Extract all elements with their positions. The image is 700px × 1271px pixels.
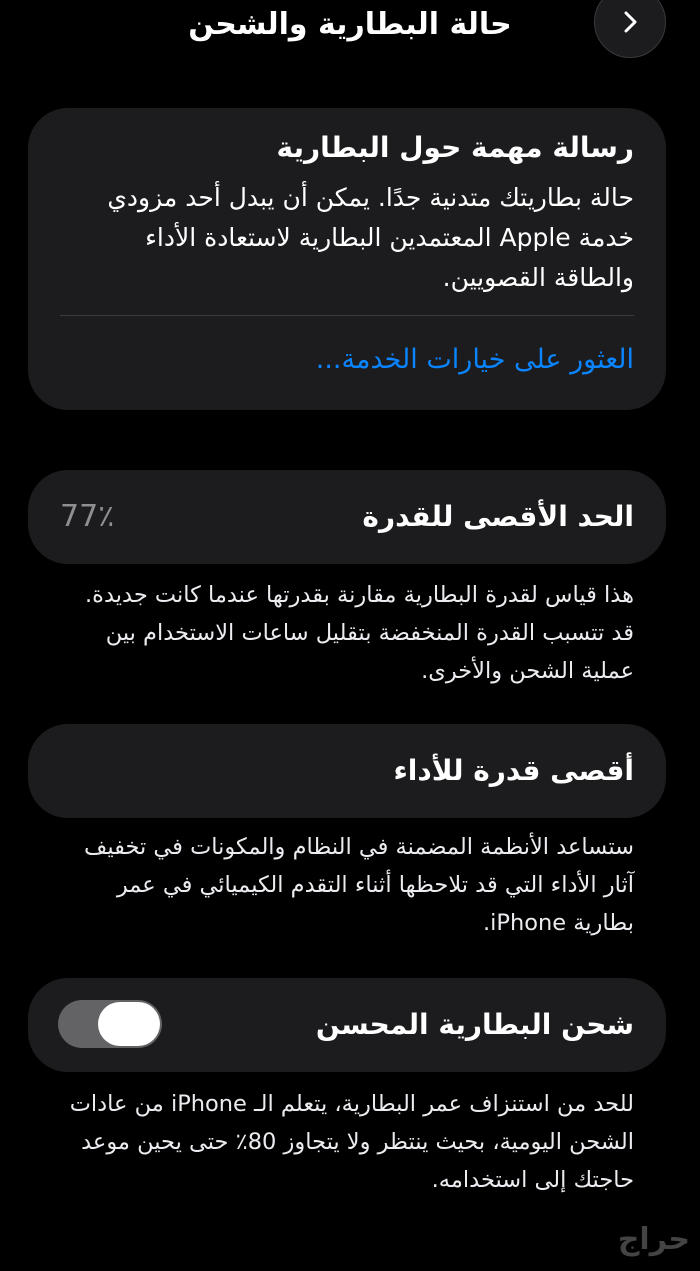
message-body: حالة بطاريتك متدنية جدًا. يمكن أن يبدل أحد مزودي خدمة Apple المعتمدين البطارية لاستعادة الأداء والطاقة القصويين. [107, 183, 634, 292]
optimized-charging-footnote: للحد من استنزاف عمر البطارية، يتعلم الـ iPhone من عادات الشحن اليومية، بحيث ينتظر ولا يتجاوز 80٪ حتى يحين موعد حاجتك إلى استخدامه. [69, 1091, 634, 1193]
peak-performance-row [28, 724, 666, 818]
optimized-charging-toggle[interactable] [58, 1000, 162, 1048]
divider [60, 315, 634, 316]
peak-performance-footnote: ستساعد الأنظمة المضمنة في النظام والمكونات في تخفيف آثار الأداء التي قد تلاحظها أثناء التقدم الكيميائي في عمر بطارية iPhone. [84, 834, 634, 936]
peak-performance-label: أقصى قدرة للأداء [393, 754, 634, 787]
battery-message-card [28, 108, 666, 410]
max-capacity-row [28, 470, 666, 564]
optimized-charging-row [28, 978, 666, 1072]
page-title: حالة البطارية والشحن [188, 7, 512, 42]
message-title: رسالة مهمة حول البطارية [276, 131, 634, 164]
optimized-charging-label: شحن البطارية المحسن [315, 1008, 634, 1041]
haraj-watermark: حراج [617, 1222, 690, 1257]
back-button[interactable] [594, 0, 666, 58]
find-service-options-link[interactable]: العثور على خيارات الخدمة... [315, 344, 634, 375]
max-capacity-value: 77٪ [60, 499, 115, 534]
chevron-right-icon [618, 10, 642, 34]
toggle-knob [98, 1002, 160, 1046]
max-capacity-footnote: هذا قياس لقدرة البطارية مقارنة بقدرتها عندما كانت جديدة. قد تتسبب القدرة المنخفضة بتقليل ساعات الاستخدام بين عملية الشحن والأخرى. [85, 582, 634, 684]
max-capacity-label: الحد الأقصى للقدرة [362, 500, 634, 533]
